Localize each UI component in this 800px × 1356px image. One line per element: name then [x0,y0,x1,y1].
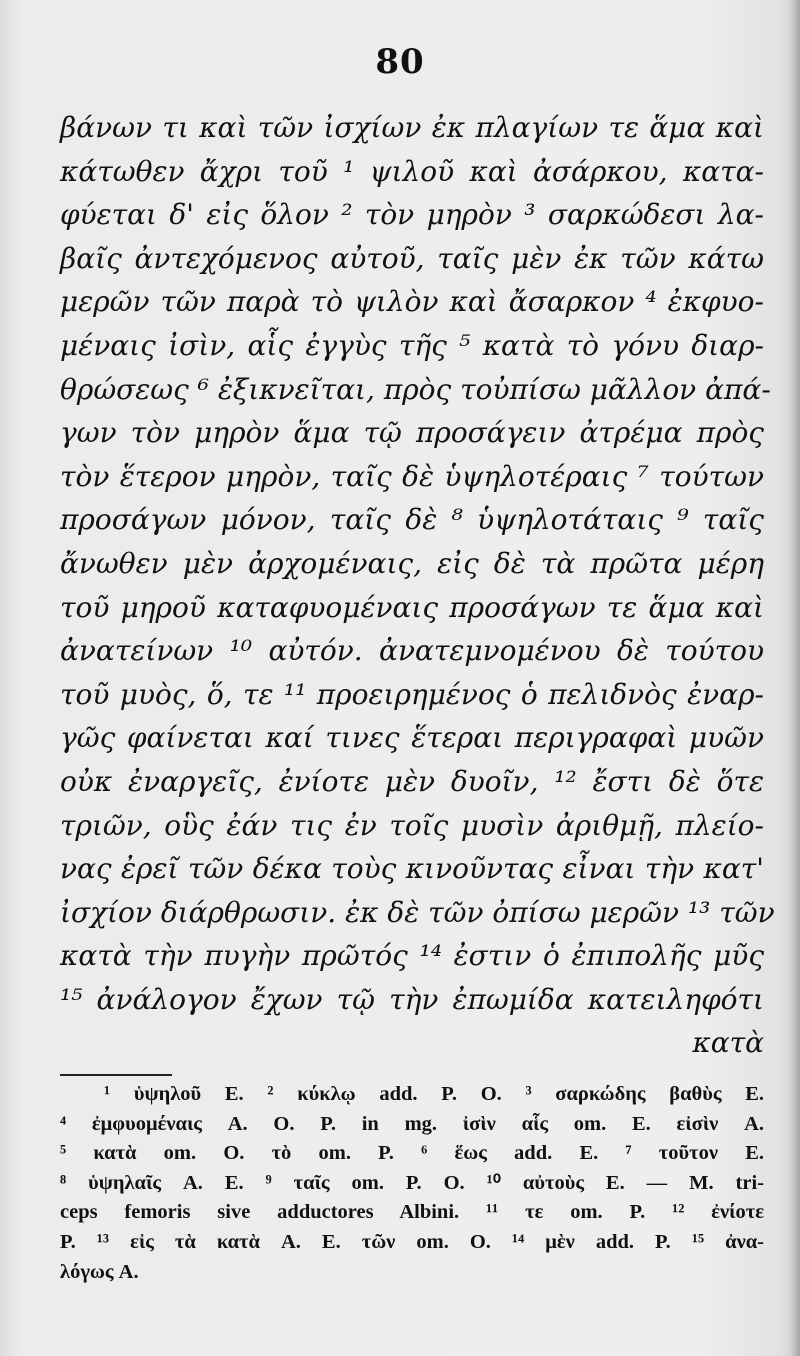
text-line: κάτωθεν ἄχρι τοῦ ¹ ψιλοῦ καὶ ἀσάρκου, κατα- [60,154,764,188]
text-line: τὸν ἕτερον μηρὸν, ταῖς δὲ ὑψηλοτέραις ⁷ τούτων [60,459,764,493]
footnote-line: ⁵ κατὰ om. O. τὸ om. P. ⁶ ἕως add. E. ⁷ τοῦτον E. [60,1142,764,1165]
text-line: φύεται δ' εἰς ὅλον ² τὸν μηρὸν ³ σαρκώδεσι λα- [60,198,764,232]
footnotes [60,1080,764,1287]
text-line: ἰσχίον διάρθρωσιν. ἐκ δὲ τῶν ὀπίσω μερῶν ¹³ τῶν [60,895,775,929]
footnote-divider [60,1074,172,1076]
text-line: γων τὸν μηρὸν ἅμα τῷ προσάγειν ἀτρέμα πρὸς [60,416,764,450]
text-line: μερῶν τῶν παρὰ τὸ ψιλὸν καὶ ἄσαρκον ⁴ ἐκφυο- [60,285,764,319]
main-text [60,106,775,1065]
text-line: τοῦ μυὸς, ὅ, τε ¹¹ προειρημένος ὁ πελιδνὸς ἐναρ- [60,677,764,711]
footnote-line: ⁴ ἐμφυομέναις A. O. P. in mg. ἰσὶν αἷς om. E. εἰσὶν A. [60,1112,764,1135]
text-line: τοῦ μηροῦ καταφυομέναις προσάγων τε ἅμα καὶ [60,590,764,624]
footnote-line: λόγως A. [60,1260,139,1283]
footnote-line: P. ¹³ εἰς τὰ κατὰ A. E. τῶν om. O. ¹⁴ μὲν add. P. ¹⁵ ἀνα- [60,1230,764,1253]
text-line: ἄνωθεν μὲν ἀρχομέναις, εἰς δὲ τὰ πρῶτα μέρη [60,546,764,580]
text-line: γῶς φαίνεται καί τινες ἕτεραι περιγραφαὶ μυῶν [60,721,764,755]
footnote-line: ⁸ ὑψηλαῖς A. E. ⁹ ταῖς om. P. O. ¹⁰ αὐτοὺς E. — M. tri- [60,1171,764,1194]
catchword: κατὰ [692,1026,764,1060]
text-line: κατὰ τὴν πυγὴν πρῶτός ¹⁴ ἐστιν ὁ ἐπιπολῆς μῦς [60,939,764,973]
footnote-line: ceps femoris sive adductores Albini. ¹¹ τε om. P. ¹² ἐνίοτε [60,1201,764,1224]
text-line: βάνων τι καὶ τῶν ἰσχίων ἐκ πλαγίων τε ἅμα καὶ [60,111,764,144]
text-line: θρώσεως ⁶ ἐξικνεῖται, πρὸς τοὐπίσω μᾶλλον ἀπά- [60,372,771,406]
text-line: νας ἐρεῖ τῶν δέκα τοὺς κινοῦντας εἶναι τὴν κατ' [60,852,764,886]
text-line: ¹⁵ ἀνάλογον ἔχων τῷ τὴν ἐπωμίδα κατειληφότι [60,982,764,1016]
footnote-line: ¹ ὑψηλοῦ E. ² κύκλῳ add. P. O. ³ σαρκώδης βαθὺς E. [104,1083,764,1105]
text-line: οὐκ ἐναργεῖς, ἐνίοτε μὲν δυοῖν, ¹² ἔστι δὲ ὅτε [60,764,764,798]
text-line: βαῖς ἀντεχόμενος αὐτοῦ, ταῖς μὲν ἐκ τῶν κάτω [60,241,764,275]
page-number: 80 [375,42,425,82]
text-line: προσάγων μόνον, ταῖς δὲ ⁸ ὑψηλοτάταις ⁹ ταῖς [60,503,764,537]
page-edge-shadow [790,0,800,1356]
text-line: τριῶν, οὓς ἐάν τις ἐν τοῖς μυσὶν ἀριθμῇ, πλείο- [60,808,764,842]
text-line: ἀνατείνων ¹⁰ αὐτόν. ἀνατεμνομένου δὲ τούτου [60,634,764,668]
text-line: μέναις ἰσὶν, αἷς ἐγγὺς τῆς ⁵ κατὰ τὸ γόνυ διαρ- [60,328,764,362]
